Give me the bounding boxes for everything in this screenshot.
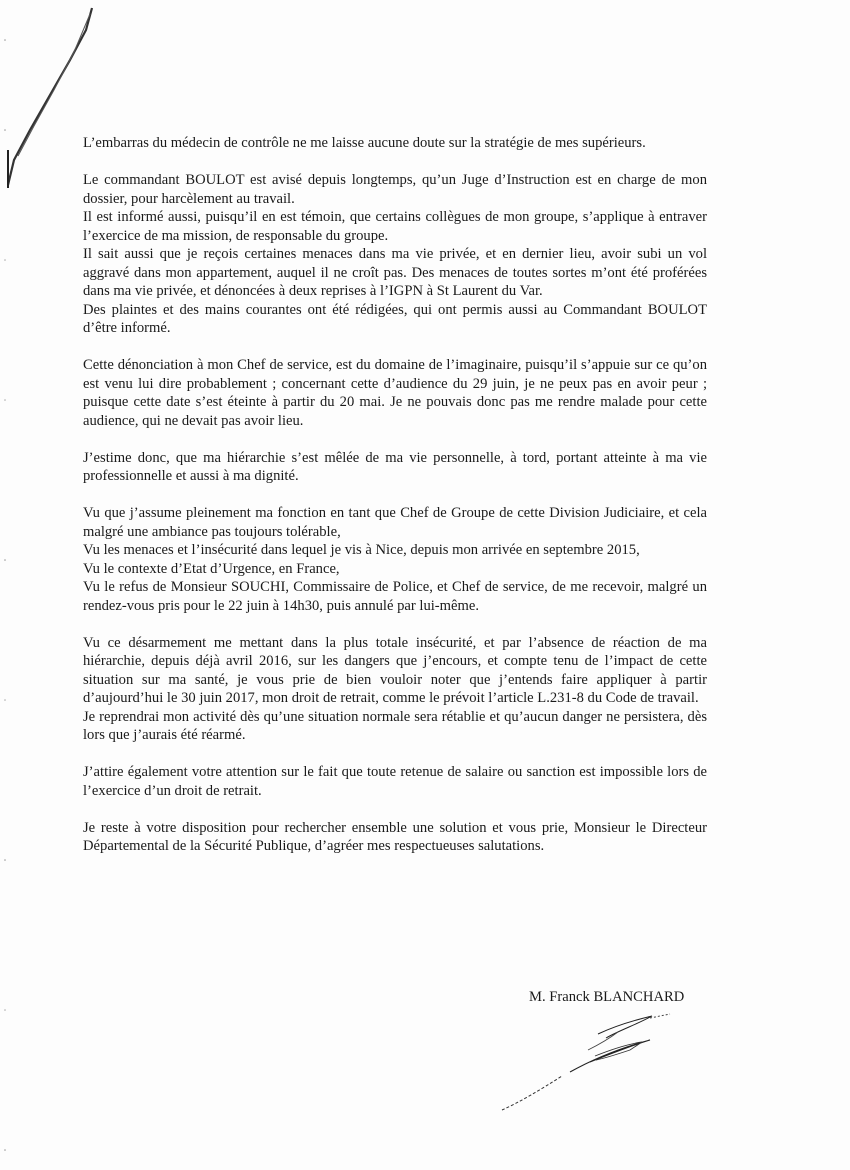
paragraph-commandant-informed: Le commandant BOULOT est avisé depuis longtemps, qu’un Juge d’Instruction est en charge de mon dossier, pour harcèlement au travail. <box>83 172 707 207</box>
paragraph-reprise-activite: Je reprendrai mon activité dès qu’une situation normale sera rétablie et qu’aucun danger ne persistera, dès lors que j’aurais été réarmé. <box>83 708 707 743</box>
paragraph-vu-etat-urgence: Vu le contexte d’Etat d’Urgence, en France, <box>83 560 340 577</box>
paragraph-droit-retrait: Vu ce désarmement me mettant dans la plus totale insécurité, et par l’absence de réaction de ma hiérarchie, depuis déjà avril 2016, sur les dangers que j’encours, et compte tenu de l’impact de cette situation sur ma santé, je vous prie de bien vouloir noter que j’entends faire appliquer à partir d’aujourd’hui le 30 juin 2017, mon droit de retrait, comme le prévoit l’article L.231-8 du Code de travail. <box>83 634 707 706</box>
paragraph-vu-refus: Vu le refus de Monsieur SOUCHI, Commissaire de Police, et Chef de service, de me recevoir, malgré un rendez-vous pris pour le 22 juin à 14h30, puis annulé par lui-même. <box>83 579 707 614</box>
paragraph-medical-control: L’embarras du médecin de contrôle ne me laisse aucune doute sur la stratégie de mes supérieurs. <box>83 135 646 151</box>
paragraph-vu-fonction: Vu que j’assume pleinement ma fonction en tant que Chef de Groupe de cette Division Judiciaire, et cela malgré une ambiance pas toujours tolérable, <box>83 505 707 540</box>
paragraph-denunciation: Cette dénonciation à mon Chef de service, est du domaine de l’imaginaire, puisqu’il s’appuie sur ce qu’on est venu lui dire probablement ; concernant cette d’audience du 29 juin, je ne peux pas en avoir peur ; puisque cette date s’est éteinte à partir du 20 mai. Je ne pouvais donc pas me rendre malade pour cette audience, qui ne devait pas avoir lieu. <box>83 357 707 429</box>
signature-name: M. Franck BLANCHARD <box>529 989 685 1005</box>
paragraph-vu-menaces: Vu les menaces et l’insécurité dans lequel je vis à Nice, depuis mon arrivée en septembre 2015, <box>83 542 640 558</box>
paragraph-retenue-salaire: J’attire également votre attention sur le fait que toute retenue de salaire ou sanction est impossible lors de l’exercice d’un droit de retrait. <box>83 764 707 799</box>
paragraph-colleagues: Il est informé aussi, puisqu’il en est témoin, que certains collègues de mon groupe, s’applique à entraver l’exercice de ma mission, de responsable du groupe. <box>83 209 707 244</box>
paragraph-hierarchy: J’estime donc, que ma hiérarchie s’est mêlée de ma vie personnelle, à tord, portant atteinte à ma vie professionnelle et aussi à ma dignité. <box>83 449 707 484</box>
letter-body <box>83 134 707 874</box>
paragraph-closing: Je reste à votre disposition pour rechercher ensemble une solution et vous prie, Monsieur le Directeur Départemental de la Sécurité Publique, d’agréer mes respectueuses salutations. <box>83 819 707 854</box>
scan-edge-dots <box>3 0 9 1170</box>
handwritten-signature <box>500 1010 690 1120</box>
paragraph-complaints: Des plaintes et des mains courantes ont été rédigées, qui ont permis aussi au Commandant BOULOT d’être informé. <box>83 301 707 336</box>
paragraph-threats: Il sait aussi que je reçois certaines menaces dans ma vie privée, et en dernier lieu, avoir subi un vol aggravé dans mon appartement, auquel il ne croît pas. Des menaces de toutes sortes m’ont été proférées dans ma vie privée, et dénoncées à deux reprises à l’IGPN à St Laurent du Var. <box>83 246 707 299</box>
